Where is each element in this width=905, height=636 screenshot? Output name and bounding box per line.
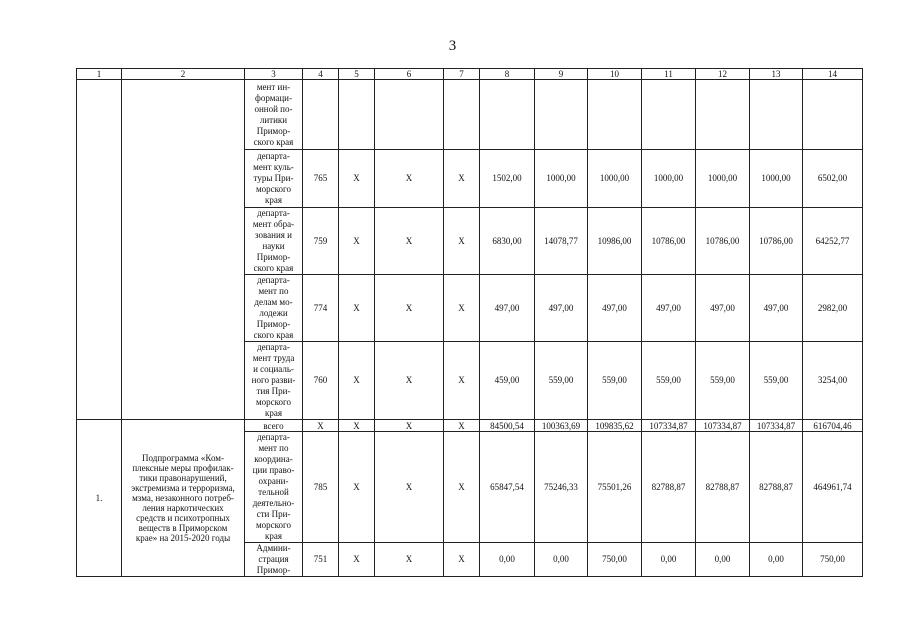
- value-cell-col11: 0,00: [642, 543, 696, 577]
- column-header-9: 9: [535, 69, 588, 80]
- value-cell-col8: 6830,00: [480, 208, 535, 275]
- value-cell-col4: 751: [303, 543, 339, 577]
- executor-cell: департа- мент обра- зования и науки Примор- ского края: [245, 208, 303, 275]
- value-cell-col13: 1000,00: [750, 150, 803, 208]
- value-cell-col14: 750,00: [803, 543, 863, 577]
- value-cell-col5: X: [339, 543, 375, 577]
- executor-cell: Админи- страция Примор-: [245, 543, 303, 577]
- value-cell-col11: [642, 80, 696, 150]
- column-header-10: 10: [588, 69, 642, 80]
- column-header-14: 14: [803, 69, 863, 80]
- column-header-8: 8: [480, 69, 535, 80]
- table-row: [77, 80, 863, 150]
- value-cell-col12: 0,00: [696, 543, 750, 577]
- value-cell-col6: X: [375, 275, 444, 342]
- value-cell-col7: X: [444, 150, 480, 208]
- value-cell-col13: 10786,00: [750, 208, 803, 275]
- page-number: 3: [448, 38, 457, 54]
- value-cell-col4: 760: [303, 342, 339, 420]
- value-cell-col9: [535, 80, 588, 150]
- column-header-11: 11: [642, 69, 696, 80]
- value-cell-col5: X: [339, 342, 375, 420]
- value-cell-col4: 765: [303, 150, 339, 208]
- value-cell-col6: X: [375, 543, 444, 577]
- value-cell-col12: 1000,00: [696, 150, 750, 208]
- value-cell-col10: [588, 80, 642, 150]
- budget-table: [76, 68, 863, 577]
- value-cell-col9: 75246,33: [535, 432, 588, 543]
- column-header-4: 4: [303, 69, 339, 80]
- value-cell-col10: 75501,26: [588, 432, 642, 543]
- value-cell-col5: X: [339, 275, 375, 342]
- value-cell-col4: 774: [303, 275, 339, 342]
- value-cell-col7: X: [444, 420, 480, 432]
- value-cell-col4: X: [303, 420, 339, 432]
- value-cell-col5: X: [339, 150, 375, 208]
- value-cell-col5: X: [339, 208, 375, 275]
- value-cell-col4: [303, 80, 339, 150]
- value-cell-col14: [803, 80, 863, 150]
- value-cell-col10: 559,00: [588, 342, 642, 420]
- value-cell-col6: X: [375, 342, 444, 420]
- value-cell-col12: 559,00: [696, 342, 750, 420]
- value-cell-col11: 107334,87: [642, 420, 696, 432]
- value-cell-col8: 84500,54: [480, 420, 535, 432]
- value-cell-col9: 14078,77: [535, 208, 588, 275]
- column-header-7: 7: [444, 69, 480, 80]
- column-header-2: 2: [122, 69, 245, 80]
- value-cell-col7: X: [444, 208, 480, 275]
- value-cell-col6: X: [375, 432, 444, 543]
- value-cell-col9: 100363,69: [535, 420, 588, 432]
- value-cell-col11: 82788,87: [642, 432, 696, 543]
- value-cell-col13: 497,00: [750, 275, 803, 342]
- value-cell-col12: [696, 80, 750, 150]
- value-cell-col12: 82788,87: [696, 432, 750, 543]
- value-cell-col10: 10986,00: [588, 208, 642, 275]
- executor-cell: департа- мент по координа- ции право- охрани- тельной деятельно- сти При- морского края: [245, 432, 303, 543]
- value-cell-col8: 65847,54: [480, 432, 535, 543]
- value-cell-col8: 0,00: [480, 543, 535, 577]
- value-cell-col9: 559,00: [535, 342, 588, 420]
- value-cell-col12: 497,00: [696, 275, 750, 342]
- row-number-cell: [77, 80, 122, 420]
- column-header-13: 13: [750, 69, 803, 80]
- value-cell-col10: 109835,62: [588, 420, 642, 432]
- value-cell-col5: X: [339, 432, 375, 543]
- executor-cell: департа- мент куль- туры При- морского края: [245, 150, 303, 208]
- column-header-3: 3: [245, 69, 303, 80]
- value-cell-col12: 107334,87: [696, 420, 750, 432]
- value-cell-col13: 559,00: [750, 342, 803, 420]
- value-cell-col9: 1000,00: [535, 150, 588, 208]
- value-cell-col12: 10786,00: [696, 208, 750, 275]
- value-cell-col6: X: [375, 150, 444, 208]
- executor-cell: мент ин- формаци- онной по- литики Примор- ского края: [245, 80, 303, 150]
- value-cell-col7: [444, 80, 480, 150]
- value-cell-col7: X: [444, 275, 480, 342]
- value-cell-col11: 1000,00: [642, 150, 696, 208]
- header-row: [77, 69, 863, 80]
- column-header-12: 12: [696, 69, 750, 80]
- executor-cell: департа- мент труда и социаль- ного разви- тия При- морского края: [245, 342, 303, 420]
- value-cell-col5: [339, 80, 375, 150]
- executor-cell: департа- мент по делам мо- лодежи Примор- ского края: [245, 275, 303, 342]
- value-cell-col5: X: [339, 420, 375, 432]
- value-cell-col7: X: [444, 342, 480, 420]
- value-cell-col13: 82788,87: [750, 432, 803, 543]
- executor-cell: всего: [245, 420, 303, 432]
- value-cell-col14: 3254,00: [803, 342, 863, 420]
- value-cell-col8: 459,00: [480, 342, 535, 420]
- value-cell-col14: 616704,46: [803, 420, 863, 432]
- value-cell-col9: 497,00: [535, 275, 588, 342]
- value-cell-col11: 497,00: [642, 275, 696, 342]
- value-cell-col4: 785: [303, 432, 339, 543]
- row-number-cell: 1.: [77, 420, 122, 577]
- value-cell-col14: 2982,00: [803, 275, 863, 342]
- value-cell-col6: X: [375, 208, 444, 275]
- value-cell-col14: 464961,74: [803, 432, 863, 543]
- program-name-cell: [122, 80, 245, 420]
- value-cell-col10: 1000,00: [588, 150, 642, 208]
- program-name-cell: Подпрограмма «Ком- плексные меры профилак- тики правонарушений, экстремизма и терроризма, мзма, незаконного потреб- ления наркотических средств и психотропных веществ в Приморском крае» на 2015-2020 годы: [122, 420, 245, 577]
- value-cell-col11: 559,00: [642, 342, 696, 420]
- value-cell-col6: X: [375, 420, 444, 432]
- value-cell-col10: 750,00: [588, 543, 642, 577]
- value-cell-col9: 0,00: [535, 543, 588, 577]
- column-header-1: 1: [77, 69, 122, 80]
- value-cell-col8: 497,00: [480, 275, 535, 342]
- value-cell-col4: 759: [303, 208, 339, 275]
- value-cell-col11: 10786,00: [642, 208, 696, 275]
- value-cell-col7: X: [444, 432, 480, 543]
- value-cell-col10: 497,00: [588, 275, 642, 342]
- value-cell-col6: [375, 80, 444, 150]
- column-header-5: 5: [339, 69, 375, 80]
- value-cell-col14: 64252,77: [803, 208, 863, 275]
- table-row: [77, 420, 863, 432]
- column-header-6: 6: [375, 69, 444, 80]
- value-cell-col8: [480, 80, 535, 150]
- value-cell-col8: 1502,00: [480, 150, 535, 208]
- value-cell-col13: [750, 80, 803, 150]
- value-cell-col13: 107334,87: [750, 420, 803, 432]
- value-cell-col7: X: [444, 543, 480, 577]
- value-cell-col13: 0,00: [750, 543, 803, 577]
- value-cell-col14: 6502,00: [803, 150, 863, 208]
